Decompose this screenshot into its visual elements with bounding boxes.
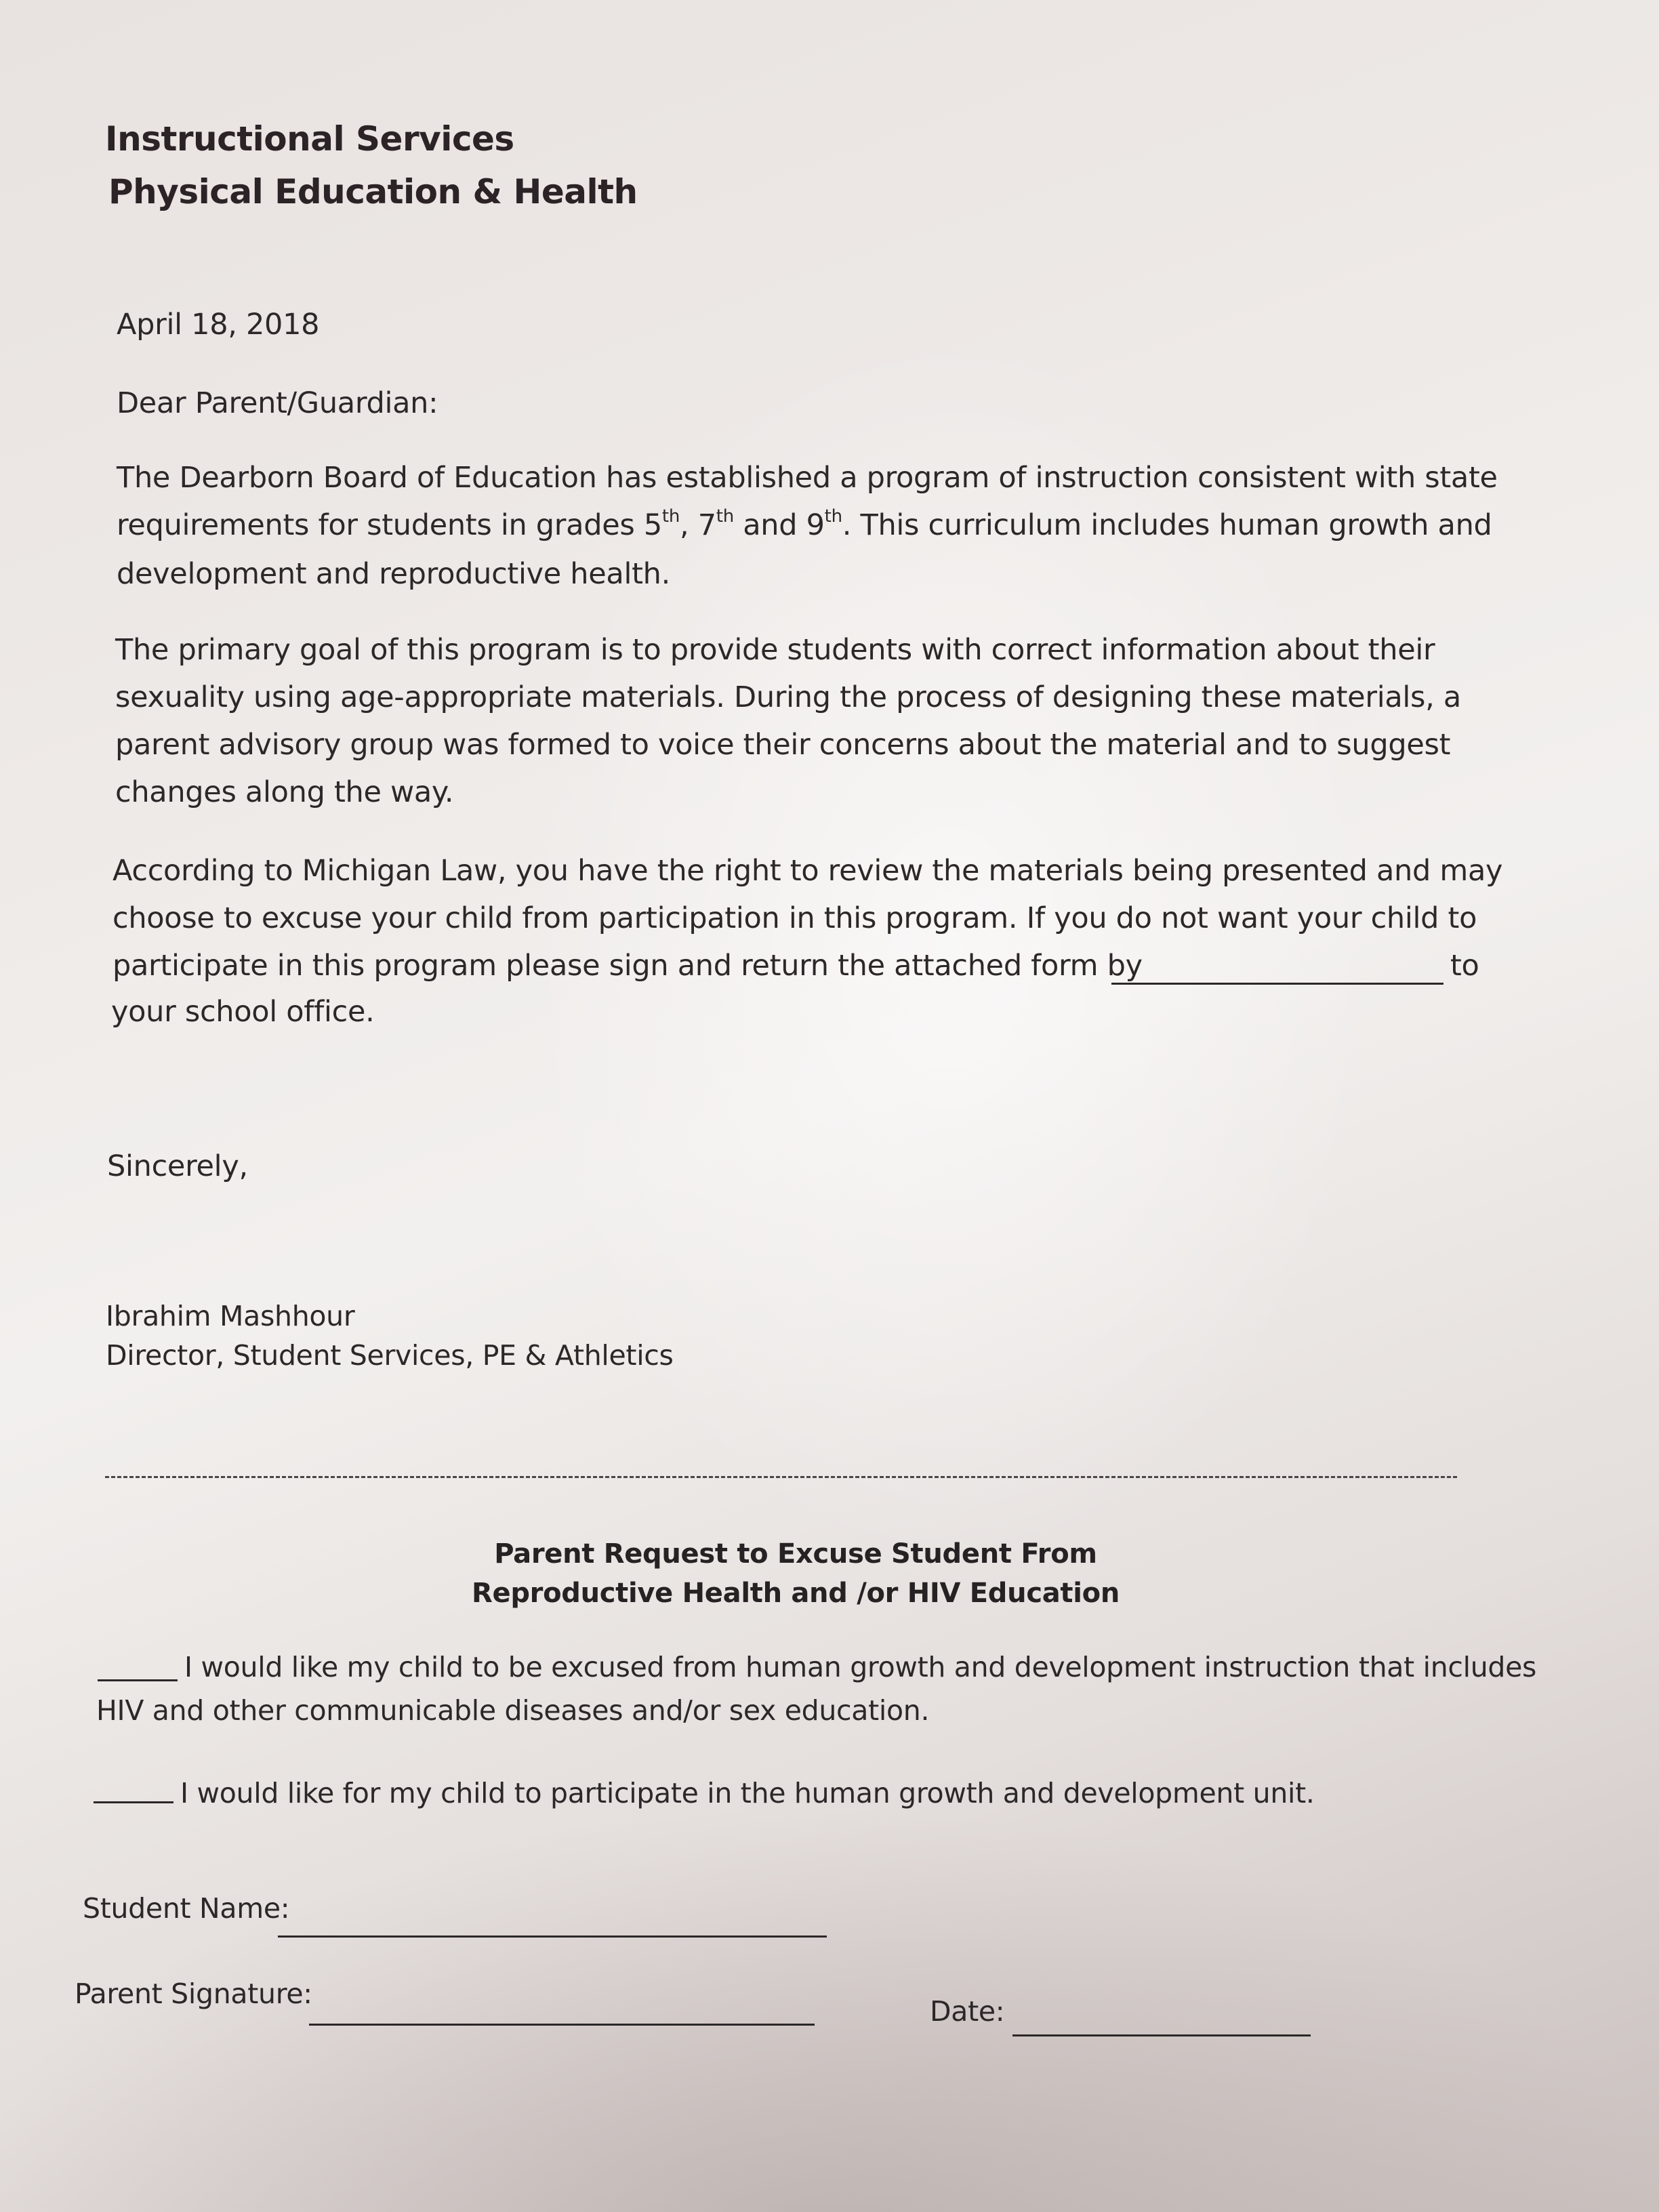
para2-line1: The primary goal of this program is to provide students with correct information about their [115,633,1435,667]
form-title-line-1: Parent Request to Excuse Student From [494,1538,1097,1570]
signer-name: Ibrahim Mashhour [106,1300,355,1332]
option-excuse-line2: HIV and other communicable diseases and/or sex education. [96,1694,930,1727]
para3-line1: According to Michigan Law, you have the right to review the materials being presented and may [112,854,1503,888]
para1-line1: The Dearborn Board of Education has established a program of instruction consistent with state [117,461,1498,495]
letterhead-line-1: Instructional Services [105,119,514,159]
superscript-th: th [824,506,842,527]
student-name-field[interactable] [278,1904,827,1938]
para1-text-b: , 7 [680,508,716,542]
return-by-date-blank [1111,953,1443,985]
para3-line3: participate in this program please sign and return the attached form by [112,949,1143,983]
para1-text-c: and 9 [733,508,825,542]
letter-date: April 18, 2018 [117,308,320,342]
superscript-th: th [661,506,680,527]
letterhead-line-2: Physical Education & Health [108,172,638,211]
para2-line3: parent advisory group was formed to voice their concerns about the material and to suggest [115,728,1451,762]
para1-text-d: . This curriculum includes human growth and [842,508,1492,542]
parent-signature-label: Parent Signature: [75,1978,312,2010]
para2-line4: changes along the way. [115,775,454,809]
option-participate-checkbox-blank[interactable] [94,1774,173,1803]
para3-line4: your school office. [111,995,375,1029]
superscript-th: th [716,506,734,527]
option-participate-text: I would like for my child to participate in the human growth and development unit. [180,1777,1315,1809]
signer-title: Director, Student Services, PE & Athletics [106,1339,674,1372]
para1-line3: development and reproductive health. [117,557,670,591]
option-excuse-line1: I would like my child to be excused from human growth and development instruction that includes [184,1651,1537,1683]
para1-line2 [117,508,1492,542]
cut-line [105,1476,1457,1478]
form-date-label: Date: [930,1995,1005,2028]
para3-to: to [1450,949,1479,983]
para3-line2: choose to excuse your child from participation in this program. If you do not want your child to [112,901,1477,935]
student-name-label: Student Name: [83,1892,290,1925]
salutation: Dear Parent/Guardian: [117,386,438,420]
form-title-line-2: Reproductive Health and /or HIV Education [471,1578,1120,1609]
parent-signature-field[interactable] [309,1992,815,2026]
para2-line2: sexuality using age-appropriate materials. During the process of designing these materials, a [115,680,1461,714]
option-excuse-checkbox-blank[interactable] [98,1652,178,1681]
closing: Sincerely, [107,1149,248,1183]
form-date-field[interactable] [1012,2003,1311,2036]
para1-text-a: requirements for students in grades 5 [117,508,662,542]
